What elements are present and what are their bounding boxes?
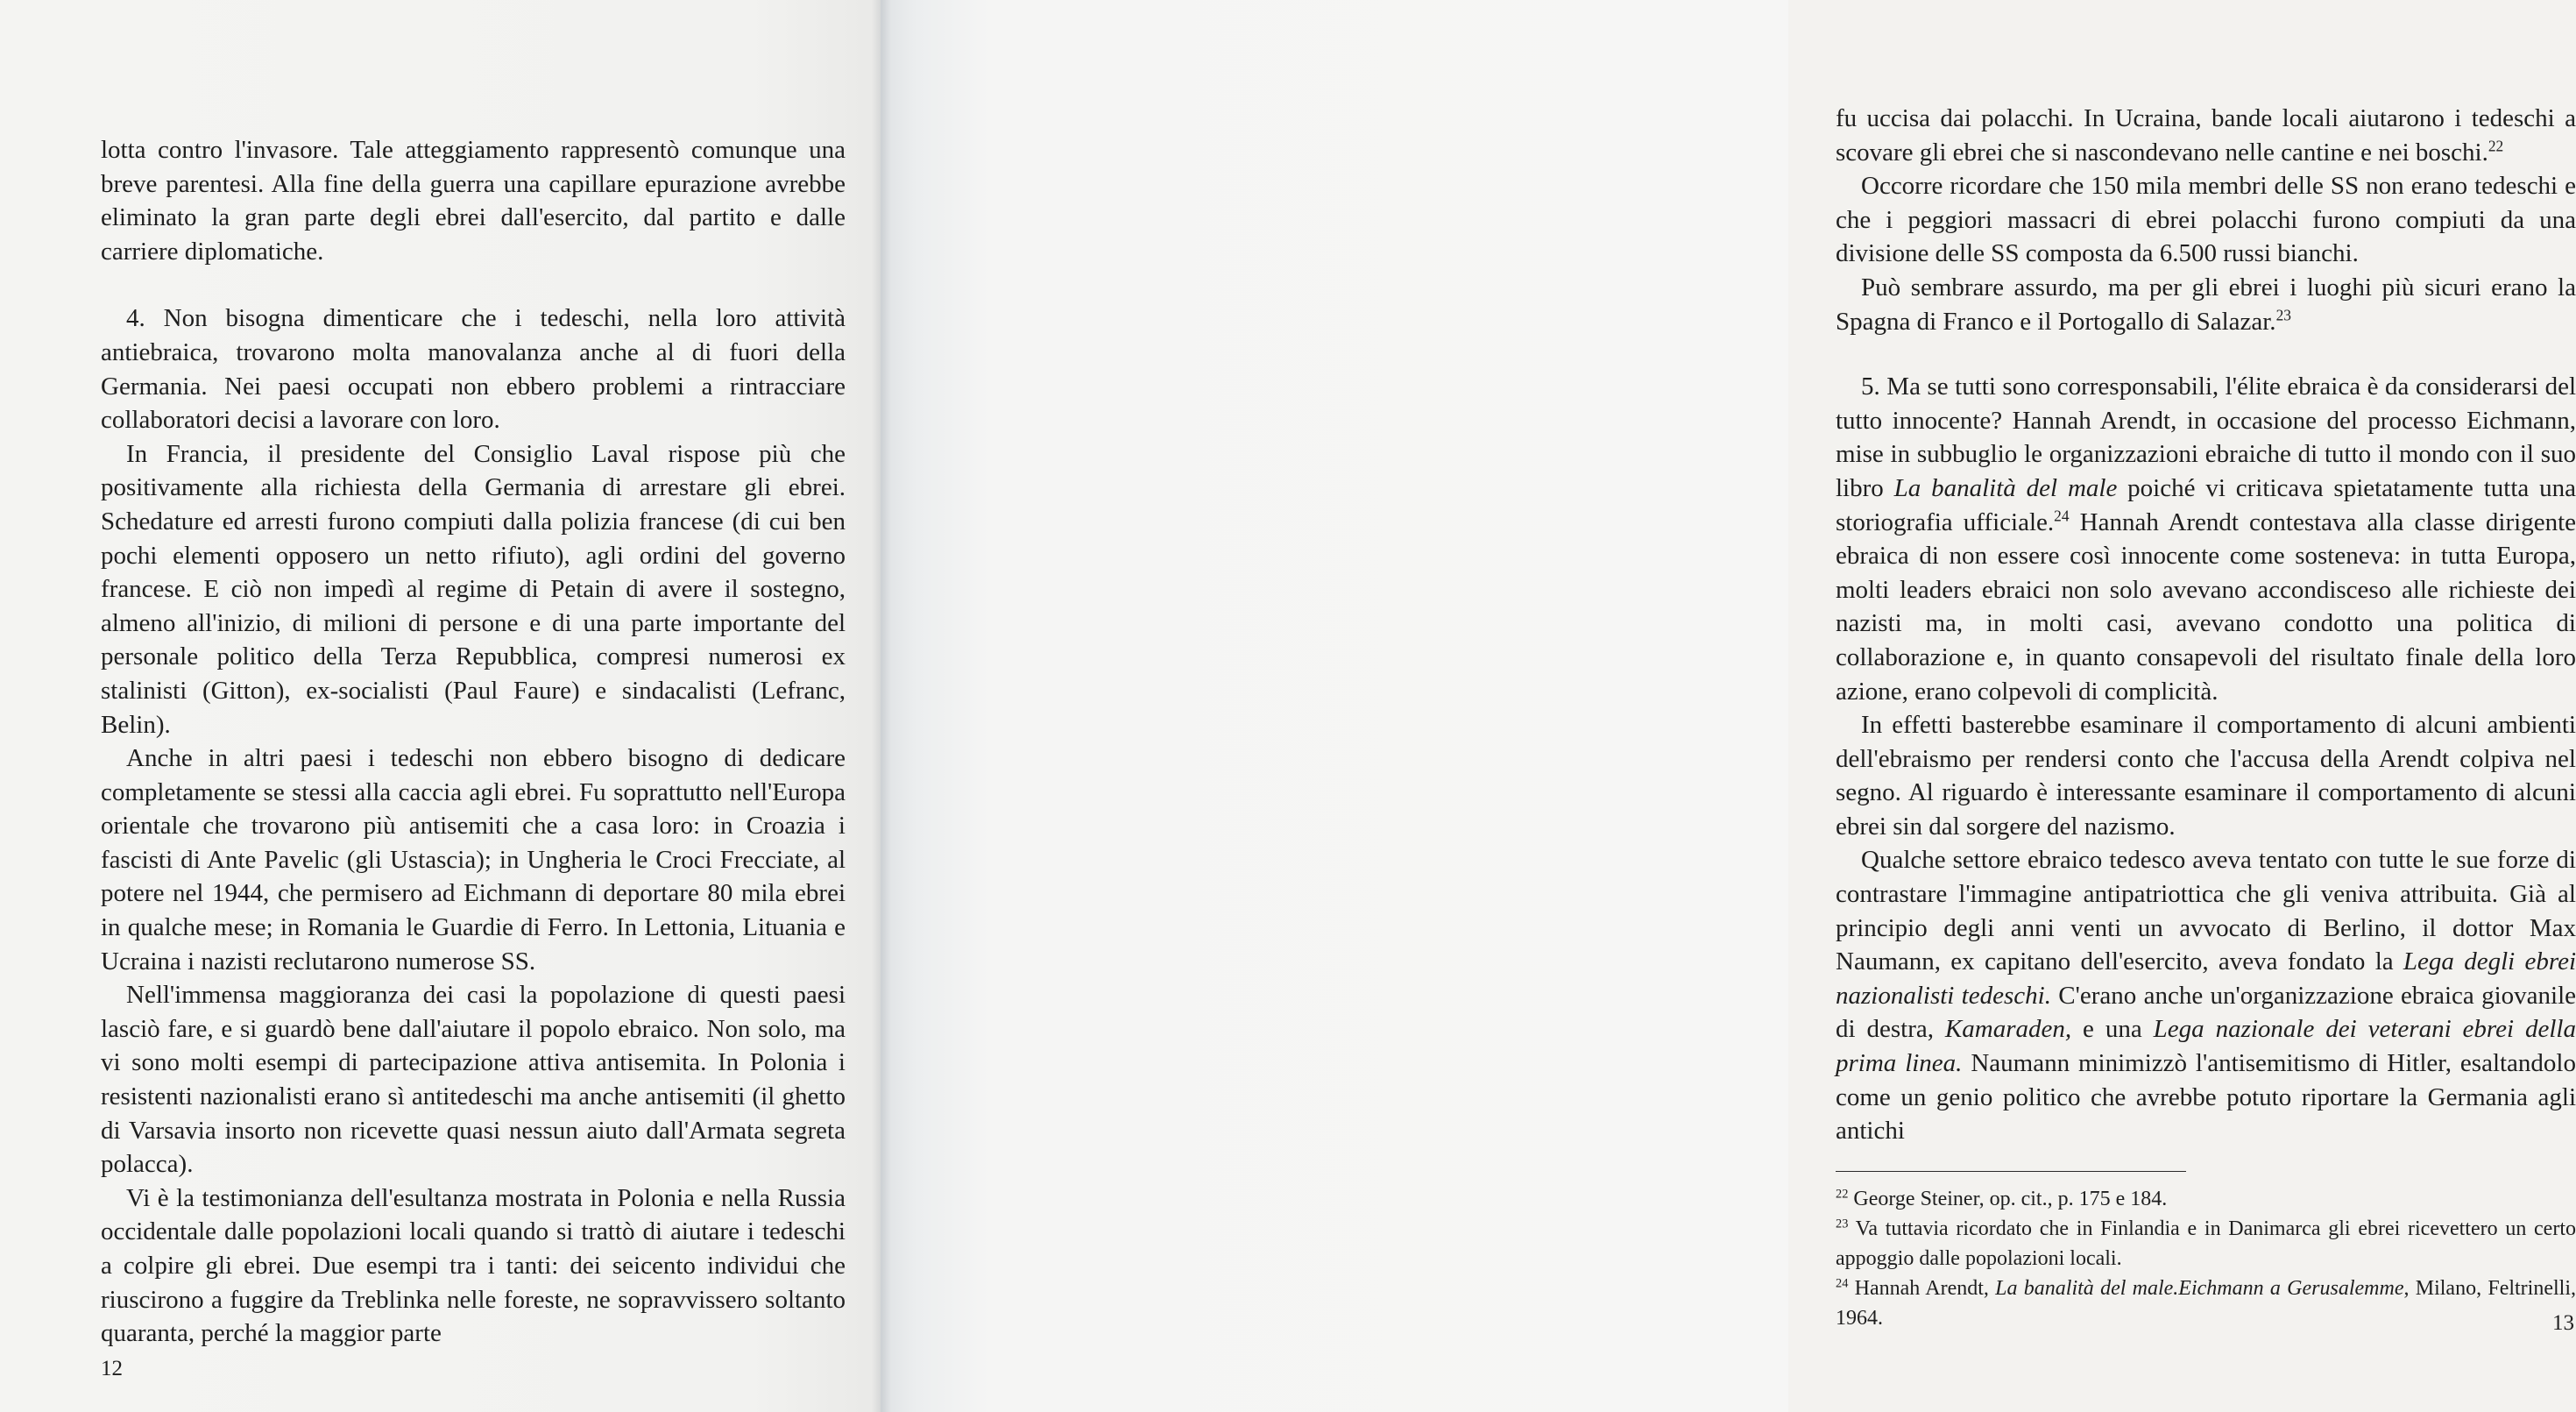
paragraph-text: poiché vi criticava spietatamente tutta una storiografia ufficiale.: [1836, 473, 2576, 536]
right-page-body: [1836, 102, 2576, 1333]
paragraph: Nell'immensa maggioranza dei casi la popolazione di questi paesi lasciò fare, e si guardò bene dall'aiutare il popolo ebraico. Non solo, ma vi sono molti esempi di partecipazione attiva antisemita. In Polonia i resistenti nazionalisti erano sì antitedeschi ma anche antisemiti (il ghetto di Varsavia insorto non ricevette quasi nessun aiuto dall'Armata segreta polacca).: [101, 981, 846, 1179]
paragraph: lotta contro l'invasore. Tale atteggiamento rappresentò comunque una breve parentesi. Alla fine della guerra una capillare epurazione avrebbe eliminato la gran parte degli ebrei dall'esercito, dal partito e dalle carriere diplomatiche.: [101, 136, 846, 266]
left-page: [0, 0, 881, 1412]
paragraph: In effetti basterebbe esaminare il comportamento di alcuni ambienti dell'ebraismo per rendersi conto che l'accusa della Arendt colpiva nel segno. Al riguardo è interessante esaminare il comportamento di alcuni ebrei sin dal sorgere del nazismo.: [1836, 711, 2576, 841]
book-title: La banalità del male: [1893, 473, 2118, 502]
paragraph-text: C'erano anche un'organizzazione ebraica giovanile di destra,: [1836, 981, 2576, 1044]
paragraph: [1836, 102, 2576, 169]
organization-name: Lega degli ebrei nazionalisti tedeschi.: [1836, 947, 2576, 1010]
footnote-number: 24: [1836, 1276, 1849, 1291]
paragraph-text: Hannah Arendt contestava alla classe dirigente ebraica di non essere così innocente come sosteneva: in tutta Europa, molti leaders ebraici non solo avevano accondisceso alle richieste dei nazisti ma, in molti casi, avevano condotto una politica di collaborazione e, in quanto consapevoli del risultato finale della loro azione, erano colpevoli di complicità.: [1836, 507, 2576, 706]
footnotes: [1836, 1184, 2576, 1333]
footnote-text: , Milano, Feltrinelli, 1964.: [1836, 1276, 2576, 1330]
footnote-text: Va tuttavia ricordato che in Finlandia e in Danimarca gli ebrei ricevettero un certo appoggio dalle popolazioni locali.: [1836, 1217, 2576, 1270]
footnote-number: 22: [1836, 1187, 1849, 1202]
footnote-ref: 23: [2275, 306, 2291, 324]
footnote: [1836, 1214, 2576, 1274]
paragraph: [1836, 271, 2576, 338]
paragraph: [1836, 843, 2576, 1147]
paragraph: [1836, 370, 2576, 708]
footnote: [1836, 1184, 2576, 1214]
footnote-text: George Steiner, op. cit., p. 175 e 184.: [1848, 1187, 2168, 1210]
paragraph-text: Qualche settore ebraico tedesco aveva tentato con tutte le sue forze di contrastare l'immagine antipatriottica che gli veniva attribuita. Già al principio degli anni venti un avvocato di Berlino, il dottor Max Naumann, ex capitano dell'esercito, aveva fondato la: [1836, 846, 2576, 976]
paragraph: Vi è la testimonianza dell'esultanza mostrata in Polonia e nella Russia occidentale dalle popolazioni locali quando si trattò di aiutare i tedeschi a colpire gli ebrei. Due esempi tra i tanti: dei seicento individui che riuscirono a fuggire da Treblinka nelle foreste, ne sopravvissero soltanto quaranta, perché la maggior parte: [101, 1183, 846, 1348]
paragraph: Anche in altri paesi i tedeschi non ebbero bisogno di dedicare completamente se stessi alla caccia agli ebrei. Fu soprattutto nell'Europa orientale che trovarono più antisemiti che a casa loro: in Croazia i fascisti di Ante Pavelic (gli Ustascia); in Ungheria le Croci Frecciate, al potere nel 1944, che permisero ad Eichmann di deportare 80 mila ebrei in qualche mese; in Romania le Guardie di Ferro. In Lettonia, Lituania e Ucraina i nazisti reclutarono numerose SS.: [101, 744, 846, 976]
footnote-number: 23: [1836, 1217, 1849, 1231]
footnote-divider: [1836, 1171, 2186, 1172]
paragraph: In Francia, il presidente del Consiglio Laval rispose più che positivamente alla richiesta della Germania di arrestare gli ebrei. Schedature ed arresti furono compiuti dalla polizia francese (di cui ben pochi elementi opposero un netto rifiuto), agli ordini del governo francese. E ciò non impedì al regime di Petain di avere il sostegno, almeno all'inizio, di milioni di persone e di una parte importante del personale politico della Terza Repubblica, compresi numerosi ex stalinisti (Gitton), ex-socialisti (Paul Faure) e sindacalisti (Lefranc, Belin).: [101, 439, 846, 739]
right-page: [881, 0, 2576, 1412]
organization-name: Lega nazionale dei veterani ebrei della prima linea.: [1836, 1015, 2576, 1078]
footnote-text: Hannah Arendt,: [1848, 1276, 1996, 1300]
left-page-body: [101, 133, 846, 1351]
paragraph-text: Naumann minimizzò l'antisemitismo di Hitler, esaltandolo come un genio politico che avrebbe potuto riportare la Germania agli antichi: [1836, 1049, 2576, 1146]
footnote-ref: 24: [2054, 507, 2070, 525]
page-number: 12: [101, 1357, 123, 1380]
book-gutter: [872, 0, 891, 1412]
paragraph: Occorre ricordare che 150 mila membri delle SS non erano tedeschi e che i peggiori massacri di ebrei polacchi furono compiuti da una divisione delle SS composta da 6.500 russi bianchi.: [1836, 172, 2576, 268]
paragraph: 4. Non bisogna dimenticare che i tedeschi, nella loro attività antiebraica, trovarono molta manovalanza anche al di fuori della Germania. Nei paesi occupati non ebbero problemi a rintracciare collaboratori decisi a lavorare con loro.: [101, 304, 846, 435]
paragraph-text: e una: [2071, 1015, 2154, 1044]
book-title: La banalità del male.Eichmann a Gerusalemme: [1995, 1276, 2404, 1300]
paragraph-text: fu uccisa dai polacchi. In Ucraina, bande locali aiutarono i tedeschi a scovare gli ebrei che si nascondevano nelle cantine e nei boschi.: [1836, 104, 2576, 167]
footnote-ref: 22: [2488, 137, 2504, 155]
organization-name: Kamaraden,: [1944, 1015, 2072, 1044]
page-number: 13: [2552, 1311, 2574, 1335]
paragraph-text: 5. Ma se tutti sono corresponsabili, l'élite ebraica è da considerarsi del tutto innocente? Hannah Arendt, in occasione del processo Eichmann, mise in subbuglio le organizzazioni ebraiche di tutto il mondo con il suo libro: [1836, 373, 2576, 502]
paragraph-text: Può sembrare assurdo, ma per gli ebrei i luoghi più sicuri erano la Spagna di Franco e il Portogallo di Salazar.: [1836, 273, 2576, 336]
footnote: [1836, 1274, 2576, 1333]
